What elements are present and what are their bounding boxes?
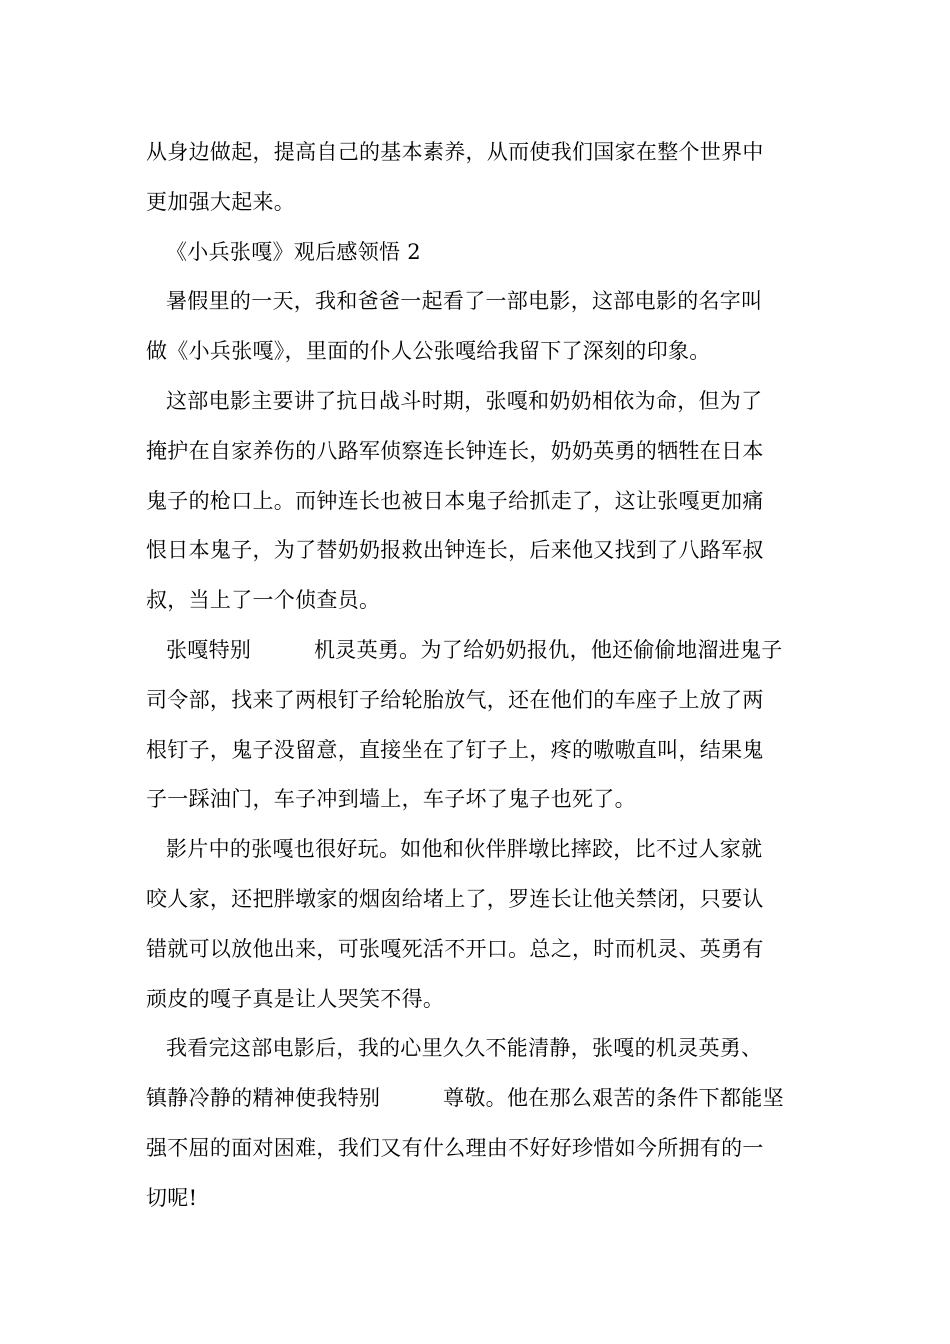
text-line: 掩护在自家养伤的八路军侦察连长钟连长，奶奶英勇的牺牲在日本 xyxy=(146,439,764,463)
text-line: 顽皮的嘎子真是让人哭笑不得。 xyxy=(146,987,445,1011)
text-line: 镇静冷静的精神使我特别 尊敬。他在那么艰苦的条件下都能坚 xyxy=(146,1086,784,1110)
text-line: 咬人家，还把胖墩家的烟囱给堵上了，罗连长让他关禁闭，只要认 xyxy=(146,887,764,911)
text-line: 做《小兵张嘎》，里面的仆人公张嘎给我留下了深刻的印象。 xyxy=(146,339,711,363)
text-line: 叔，当上了一个侦查员。 xyxy=(146,588,381,612)
text-line: 我看完这部电影后，我的心里久久不能清静，张嘎的机灵英勇、 xyxy=(166,1036,763,1060)
text-line: 影片中的张嘎也很好玩。如他和伙伴胖墩比摔跤，比不过人家就 xyxy=(166,837,763,861)
text-line: 错就可以放他出来，可张嘎死活不开口。总之，时而机灵、英勇有 xyxy=(146,937,764,961)
text-line: 子一踩油门，车子冲到墙上，车子坏了鬼子也死了。 xyxy=(146,787,636,811)
text-line: 更加强大起来。 xyxy=(146,190,296,214)
text-line: 张嘎特别 机灵英勇。为了给奶奶报仇，他还偷偷地溜进鬼子 xyxy=(166,638,783,662)
section-heading: 《小兵张嘎》观后感领悟 2 xyxy=(166,240,421,264)
text-line: 暑假里的一天，我和爸爸一起看了一部电影，这部电影的名字叫 xyxy=(166,289,763,313)
text-line: 恨日本鬼子，为了替奶奶报救出钟连长，后来他又找到了八路军叔 xyxy=(146,538,764,562)
text-line: 司令部，找来了两根钉子给轮胎放气，还在他们的车座子上放了两 xyxy=(146,688,764,712)
text-line: 根钉子，鬼子没留意，直接坐在了钉子上，疼的嗷嗷直叫，结果鬼 xyxy=(146,738,764,762)
text-line: 鬼子的枪口上。而钟连长也被日本鬼子给抓走了，这让张嘎更加痛 xyxy=(146,489,764,513)
text-line: 强不屈的面对困难，我们又有什么理由不好好珍惜如今所拥有的一 xyxy=(146,1136,764,1160)
text-line: 这部电影主要讲了抗日战斗时期，张嘎和奶奶相依为命，但为了 xyxy=(166,389,763,413)
text-line: 从身边做起，提高自己的基本素养，从而使我们国家在整个世界中 xyxy=(146,140,764,164)
text-line: 切呢! xyxy=(146,1186,198,1210)
